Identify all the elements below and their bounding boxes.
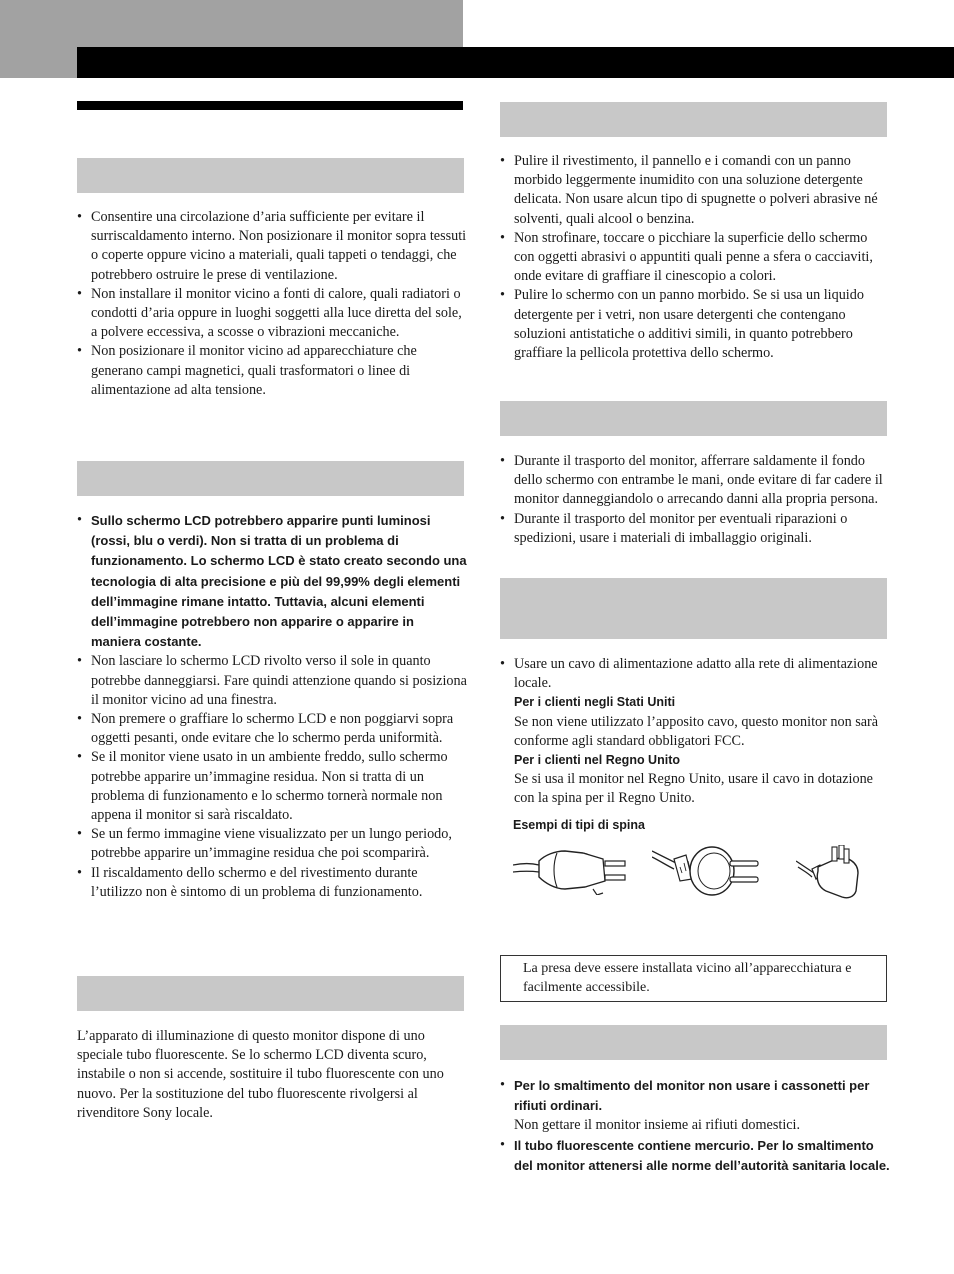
uk-customers-text: Se si usa il monitor nel Regno Unito, usare il cavo in dotazione con la spina per il Regno Unito. (514, 771, 873, 807)
list-item: • Non strofinare, toccare o picchiare la superficie dello schermo con oggetti abrasivi o appuntiti quali penne a sfera o cacciaviti, onde evitare di graffiare il cinescopio a colori. (500, 229, 873, 285)
plug-types-label: Esempi di tipi di spina (513, 818, 645, 832)
section-band-lcd (77, 461, 464, 496)
section-band-disposal (500, 1025, 887, 1060)
list-item: • Durante il trasporto del monitor per eventuali riparazioni o spedizioni, usare i materiali di imballaggio originali. (500, 510, 848, 546)
list-item: • Non posizionare il monitor vicino ad apparecchiature che generano campi magnetici, quali trasformatori o linee di alimentazione ad alta tensione. (77, 343, 417, 398)
list-item: • Per lo smaltimento del monitor non usare i cassonetti per rifiuti ordinari. Non gettare il monitor insieme ai rifiuti domestici. (500, 1077, 870, 1134)
list-item: • Pulire lo schermo con un panno morbido. Se si usa un liquido detergente per i vetri, non usare detergenti che contengano soluzioni antistatiche o additivi simili, in quanto potrebbero graffiare la pellicola protettiva dello schermo. (500, 287, 864, 362)
list-item: • Non lasciare lo schermo LCD rivolto verso il sole in quanto potrebbe danneggiarsi. Fare quindi attenzione quando si posiziona il monitor vicino ad una finestra. (77, 653, 467, 708)
list-item-bold: • Sullo schermo LCD potrebbero apparire punti luminosi (rossi, blu o verdi). Non si tratta di un problema di funzionamento. Lo schermo LCD è stato creato secondo una tecnologia di alta precisione e più del 99,99% degli elementi dell’immagine rimane intatto. Tuttavia, alcuni elementi dell’immagine potrebbero non apparire o apparire in maniera costante. (77, 512, 467, 650)
header-bar (77, 47, 954, 78)
transport-list (500, 452, 890, 548)
list-item: • Non premere o graffiare lo schermo LCD e non poggiarvi sopra oggetti pesanti, onde evitare che lo schermo perda uniformità. (77, 711, 454, 747)
lcd-list (77, 511, 467, 902)
list-item: • Non installare il monitor vicino a fonti di calore, quali radiatori o condotti d’aria oppure in luoghi soggetti alla luce diretta del sole, a polvere eccessiva, a scosse o vibrazioni meccaniche. (77, 285, 462, 341)
disposal-list (500, 1076, 890, 1176)
uk-customers-label: Per i clienti nel Regno Unito (514, 753, 680, 768)
lamp-paragraph: L’apparato di illuminazione di questo monitor dispone di uno speciale tubo fluorescente. Se lo schermo LCD diventa scuro, instabile o non si accende, sostituire il tubo fluorescente con uno nuovo. Per la sostituzione del tubo fluorescente rivolgersi al rivenditore Sony locale. (77, 1028, 444, 1121)
list-item: • Il riscaldamento dello schermo e del rivestimento durante l’utilizzo non è sintomo di un problema di funzionamento. (77, 864, 423, 900)
section-rule (77, 101, 463, 110)
us-customers-label: Per i clienti negli Stati Uniti (514, 695, 676, 710)
section-band-transport (500, 401, 887, 436)
uk-plug-icon (796, 845, 864, 901)
list-item: • Usare un cavo di alimentazione adatto alla rete di alimentazione locale. Per i clienti negli Stati Uniti Se non viene utilizzato l’apposito cavo, questo monitor non sarà conforme agli standard obbligatori FCC. Per i clienti nel Regno Unito Se si usa il monitor nel Regno Unito, usare il cavo in dotazione con la spina per il Regno Unito. (500, 655, 890, 809)
us-customers-text: Se non viene utilizzato l’apposito cavo, questo monitor non sarà conforme agli standard obbligatori FCC. (514, 713, 879, 749)
section-band-lamp (77, 976, 464, 1011)
list-item: • Se un fermo immagine viene visualizzato per un lungo periodo, potrebbe apparire un’immagine residua che poi scomparirà. (77, 826, 452, 862)
section-band-power-cord (500, 578, 887, 639)
list-item: • Durante il trasporto del monitor, afferrare saldamente il fondo dello schermo con entrambe le mani, onde evitare di far cadere il monitor danneggiandolo o arrecando danni alla propria persona. (500, 453, 883, 508)
euro-plug-icon (652, 845, 762, 897)
maintenance-list (500, 152, 890, 363)
list-item-bold: • Il tubo fluorescente contiene mercurio. Per lo smaltimento del monitor attenersi alle norme dell’autorità sanitaria locale. (500, 1136, 890, 1173)
list-item: • Consentire una circolazione d’aria sufficiente per evitare il surriscaldamento interno. Non posizionare il monitor sopra tessuti o coperte oppure vicino a materiali, quali tappeti o tendaggi, che potrebbero ostruire le prese di ventilazione. (77, 209, 467, 283)
section-band-maintenance (500, 102, 887, 137)
list-item: • Se il monitor viene usato in un ambiente freddo, sullo schermo potrebbe apparire un’immagine residua. Non si tratta di un problema di funzionamento e lo schermo tornerà normale non appena il monitor si sarà riscaldato. (77, 749, 448, 824)
installation-list (77, 208, 467, 400)
us-plug-icon (513, 845, 628, 895)
section-band-installation (77, 158, 464, 193)
socket-note: La presa deve essere installata vicino all’apparecchiatura e facilmente accessibile. (500, 955, 887, 1002)
list-item: • Pulire il rivestimento, il pannello e i comandi con un panno morbido leggermente inumidito con una soluzione detergente delicata. Non usare alcun tipo di spugnette o polveri abrasive né solventi, quali alcool o benzina. (500, 153, 878, 227)
power-cord-list (500, 655, 890, 809)
